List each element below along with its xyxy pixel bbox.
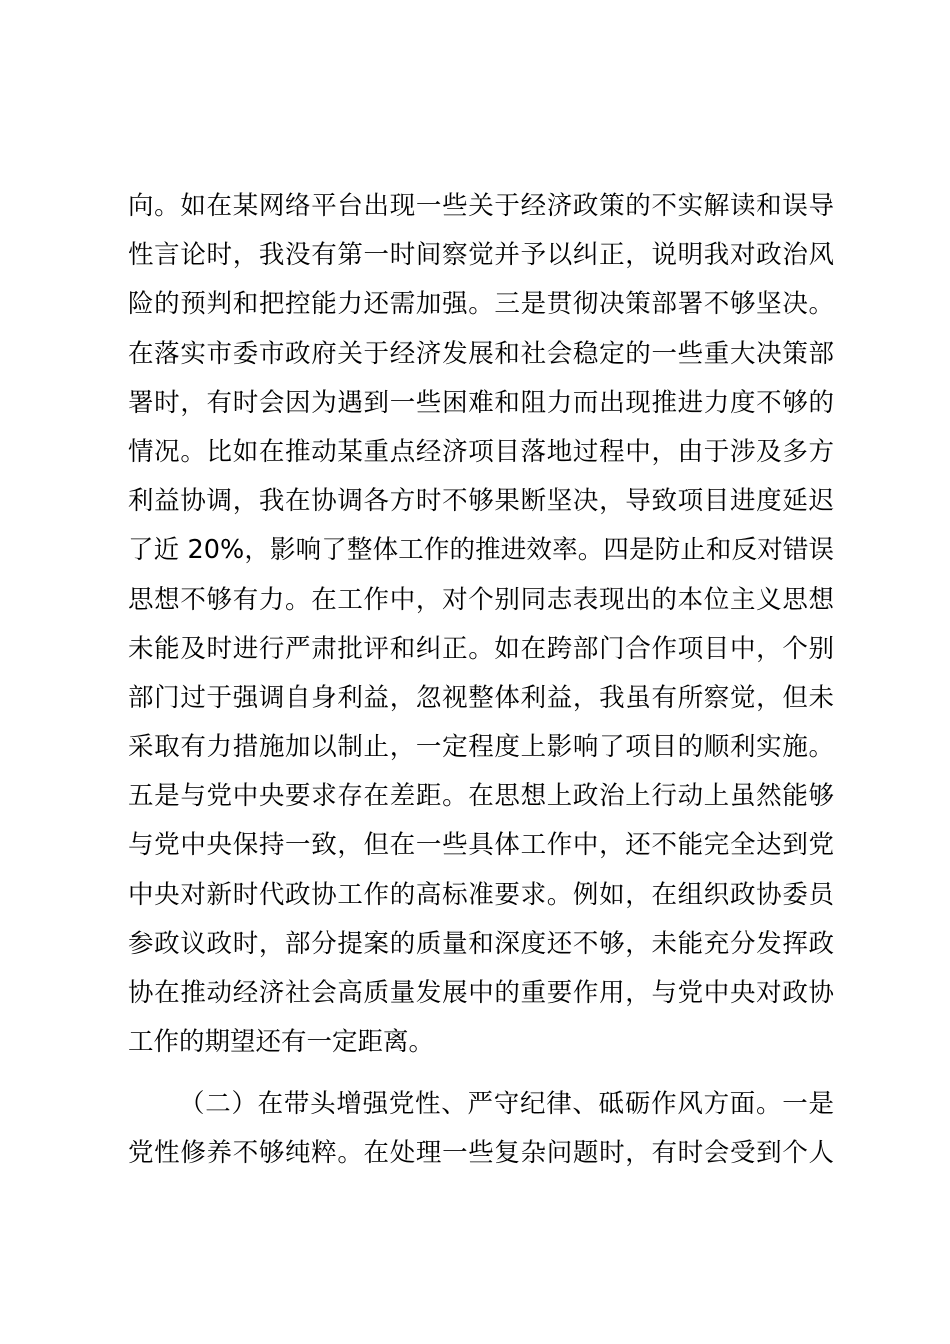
paragraph-1-line-1: 向。如在某网络平台出现一些关于经济政策的不实解读和误导	[128, 191, 834, 221]
paragraph-1-line-14: 与党中央保持一致，但在一些具体工作中，还不能完全达到党	[128, 830, 834, 861]
paragraph-1-line-10: 未能及时进行严肃批评和纠正。如在跨部门合作项目中，个别	[128, 633, 834, 664]
paragraph-2-line-2: 党性修养不够纯粹。在处理一些复杂问题时，有时会受到个人	[128, 1138, 834, 1169]
paragraph-1-line-3: 险的预判和把控能力还需加强。三是贯彻决策部署不够坚决。	[128, 289, 834, 320]
paragraph-1-line-9: 思想不够有力。在工作中，对个别同志表现出的本位主义思想	[128, 584, 834, 615]
paragraph-1-line-13: 五是与党中央要求存在差距。在思想上政治上行动上虽然能够	[128, 781, 834, 812]
paragraph-1-line-15: 中央对新时代政协工作的高标准要求。例如，在组织政协委员	[128, 879, 834, 910]
paragraph-1-line-16: 参政议政时，部分提案的质量和深度还不够，未能充分发挥政	[128, 928, 834, 959]
paragraph-1-line-4: 在落实市委市政府关于经济发展和社会稳定的一些重大决策部	[128, 338, 834, 369]
paragraph-2-line-1: （二）在带头增强党性、严守纪律、砥砺作风方面。一是	[179, 1089, 834, 1119]
paragraph-1-line-17: 协在推动经济社会高质量发展中的重要作用，与党中央对政协	[128, 978, 834, 1008]
paragraph-1-line-2: 性言论时，我没有第一时间察觉并予以纠正，说明我对政治风	[128, 240, 834, 271]
paragraph-1-line-8: 了近 20%，影响了整体工作的推进效率。四是防止和反对错误	[128, 535, 834, 566]
paragraph-1	[128, 182, 834, 1067]
paragraph-1-line-12: 采取有力措施加以制止，一定程度上影响了项目的顺利实施。	[128, 732, 834, 763]
paragraph-1-line-7: 利益协调，我在协调各方时不够果断坚决，导致项目进度延迟	[128, 486, 834, 517]
paragraph-1-line-5: 署时，有时会因为遇到一些困难和阻力而出现推进力度不够的	[128, 387, 834, 418]
paragraph-1-line-11: 部门过于强调自身利益，忽视整体利益，我虽有所察觉，但未	[128, 682, 834, 713]
paragraph-1-line-18: 工作的期望还有一定距离。	[128, 1027, 435, 1058]
paragraph-1-line-6: 情况。比如在推动某重点经济项目落地过程中，由于涉及多方	[128, 436, 834, 467]
paragraph-2	[128, 1080, 834, 1178]
